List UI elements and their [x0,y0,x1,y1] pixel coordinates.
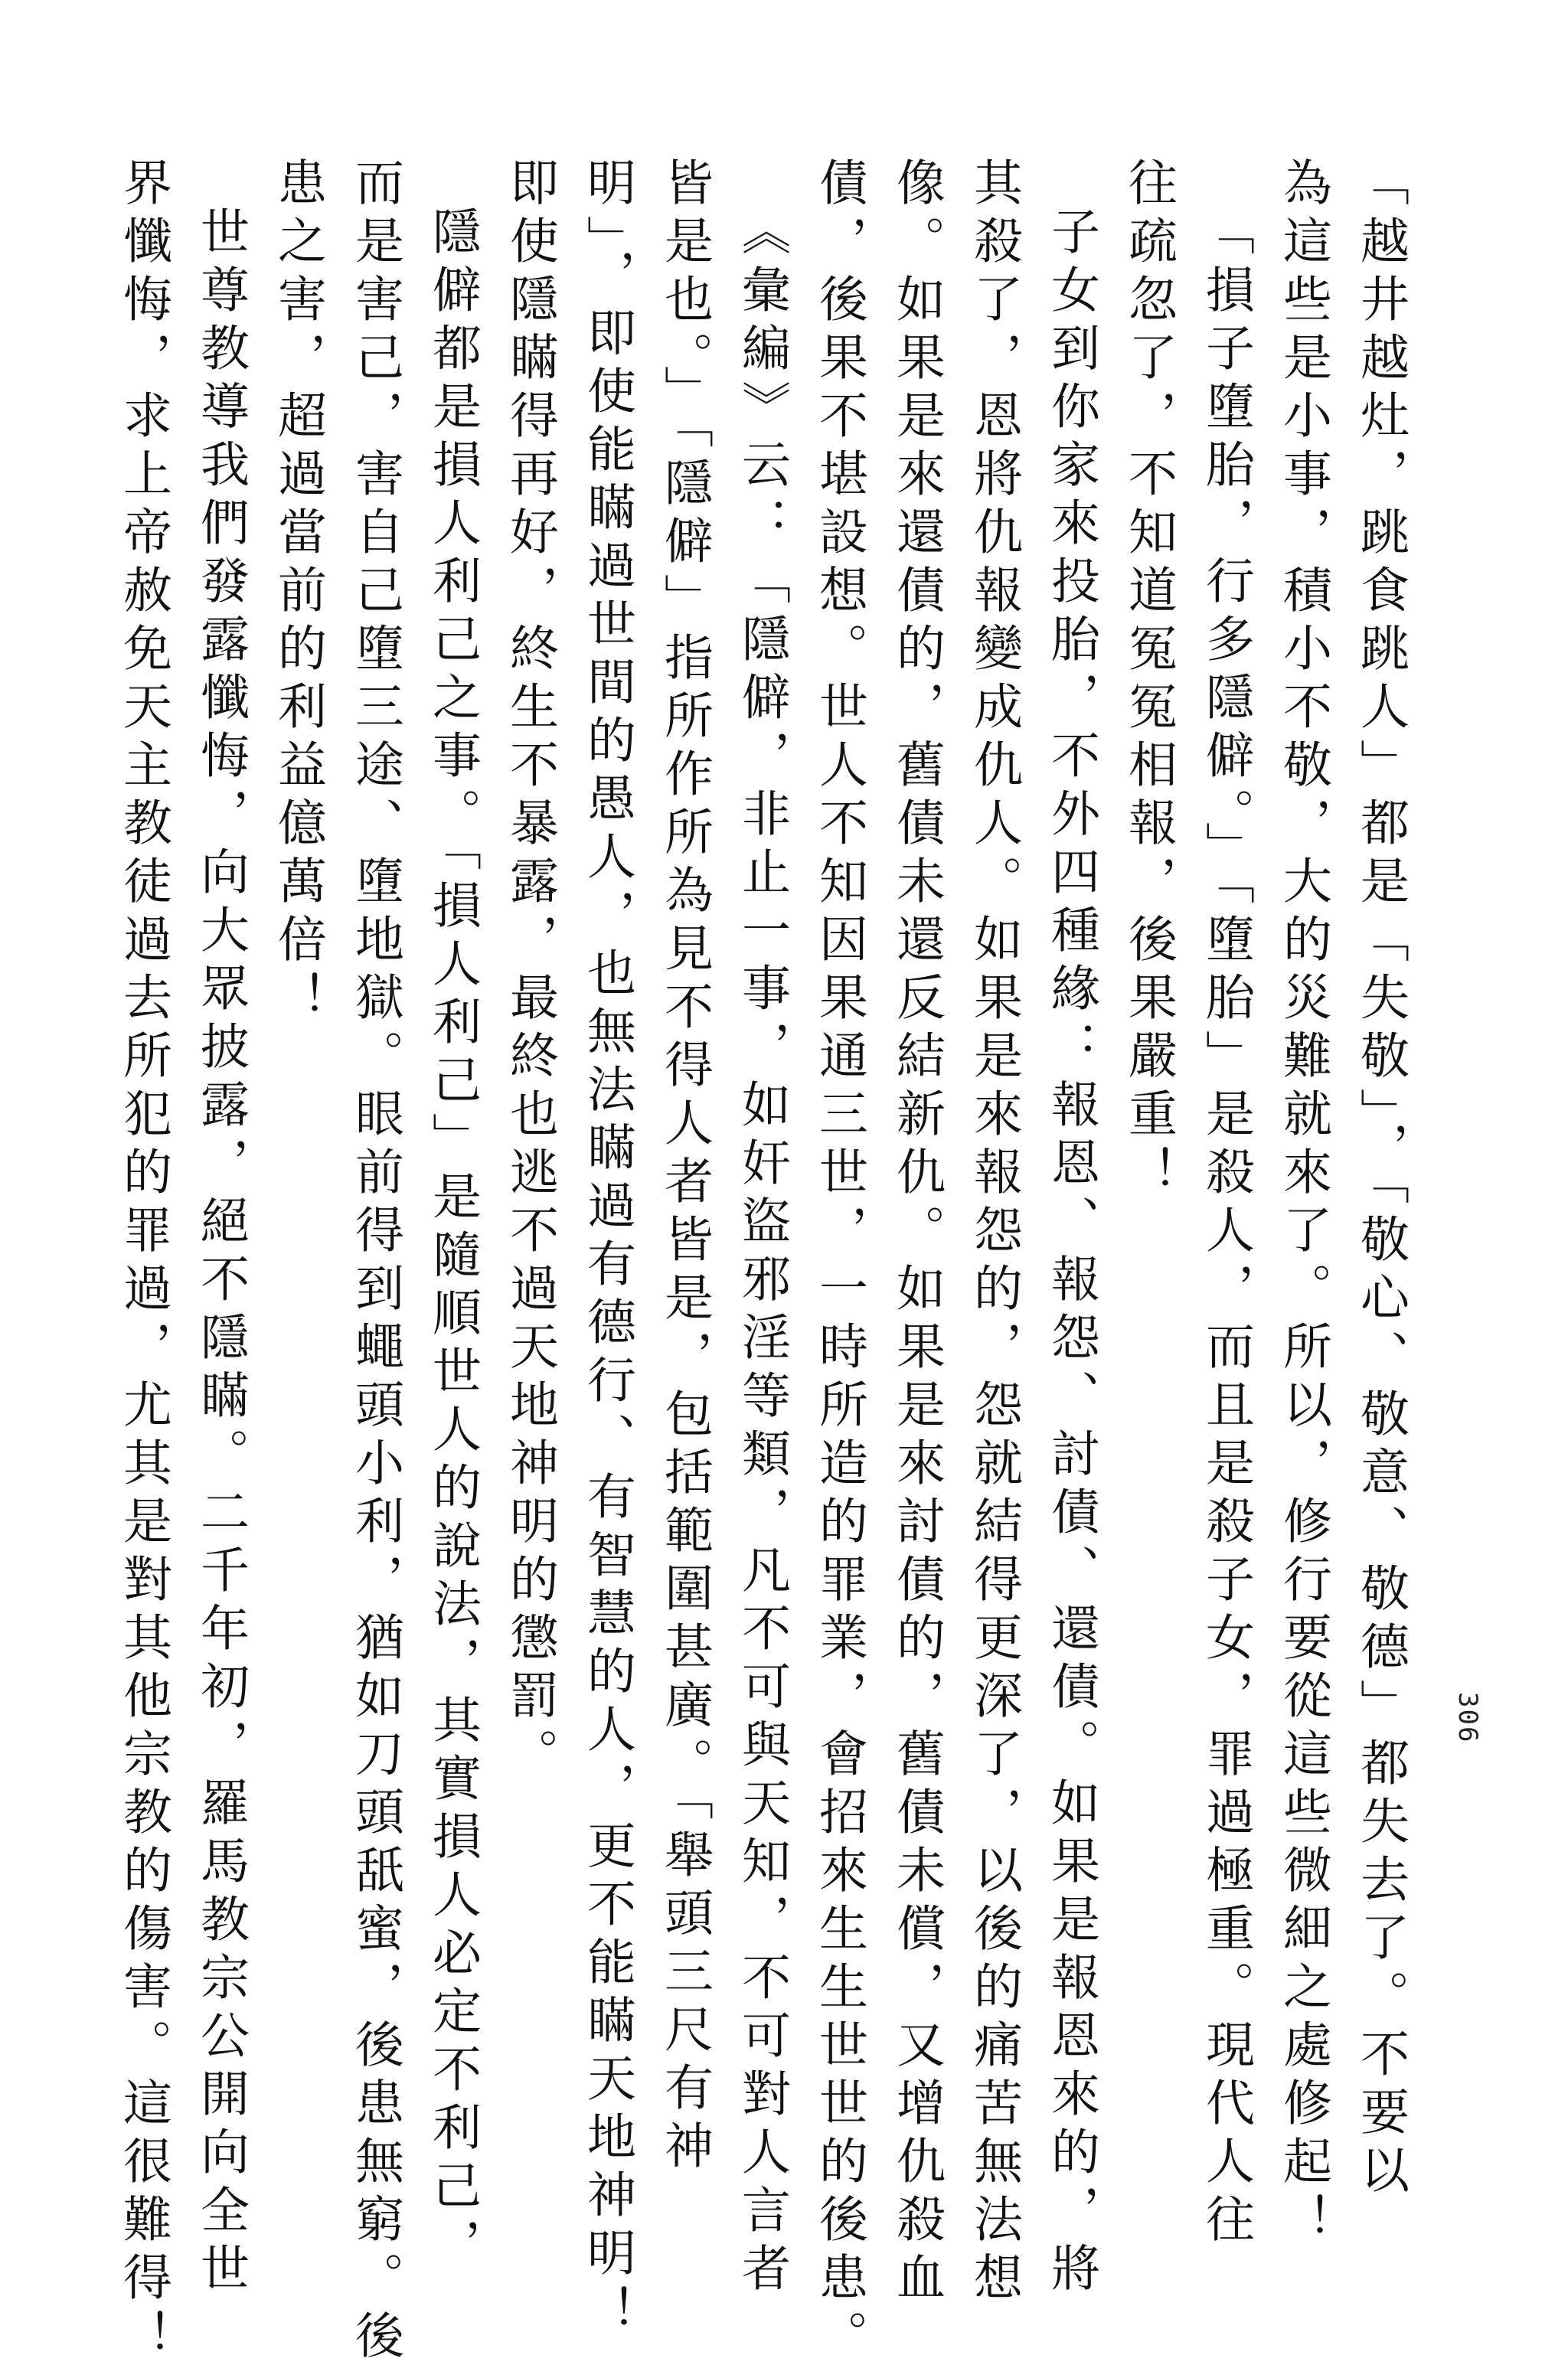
text-column: 往疏忽了，不知道冤冤相報，後果嚴重！ [1120,157,1177,1204]
text-column: 患之害，超過當前的利益億萬倍！ [270,157,326,1030]
page-number: 306 [1452,1692,1483,1744]
text-column: 皆是也。」「隱僻」指所作所為見不得人者皆是，包括範圍甚廣。「舉頭三尺有神 [656,157,713,2178]
text-column: 世尊教導我們發露懺悔，向大眾披露，絕不隱瞞。二千年初，羅馬教宗公開向全世 [192,206,249,2301]
text-column: 為這些是小事，積小不敬，大的災難就來了。所以，修行要從這些微細之處修起！ [1275,157,1331,2252]
text-column: 子女到你家來投胎，不外四種緣：報恩、報怨、討債、還債。如果是報恩來的，將 [1043,206,1099,2301]
text-column: 界懺悔，求上帝赦免天主教徒過去所犯的罪過，尤其是對其他宗教的傷害。這很難得！ [115,157,172,2368]
vertical-text-body [115,157,1419,2368]
text-column: 隱僻都是損人利己之事。「損人利己」是隨順世人的說法，其實損人必定不利己， [424,206,481,2276]
text-column: 而是害己，害自己墮三途、墮地獄。眼前得到蠅頭小利，猶如刀頭舐蜜，後患無窮。後 [347,157,403,2368]
text-column: 明」，即使能瞞過世間的愚人，也無法瞞過有德行、有智慧的人，更不能瞞天地神明！ [579,157,635,2344]
text-column: 像。如果是來還債的，舊債未還反結新仇。如果是來討債的，舊債未償，又增仇殺血 [888,157,945,2310]
text-column: 《彙編》云：「隱僻，非止一事，如奸盜邪淫等類，凡不可與天知，不可對人言者 [733,206,790,2301]
text-column: 即使隱瞞得再好，終生不暴露，最終也逃不過天地神明的懲罰。 [501,157,558,1786]
text-column: 其殺了，恩將仇報變成仇人。如果是來報怨的，怨就結得更深了，以後的痛苦無法想 [965,157,1022,2310]
text-column: 「越井越灶，跳食跳人」都是「失敬」，「敬心、敬意、敬德」都失去了。不要以 [1352,157,1409,2203]
text-column: 「損子墮胎，行多隱僻。」「墮胎」是殺人，而且是殺子女，罪過極重。現代人往 [1197,206,1254,2252]
text-column: 債，後果不堪設想。世人不知因果通三世，一時所造的罪業，會招來生生世世的後患。 [811,157,867,2368]
